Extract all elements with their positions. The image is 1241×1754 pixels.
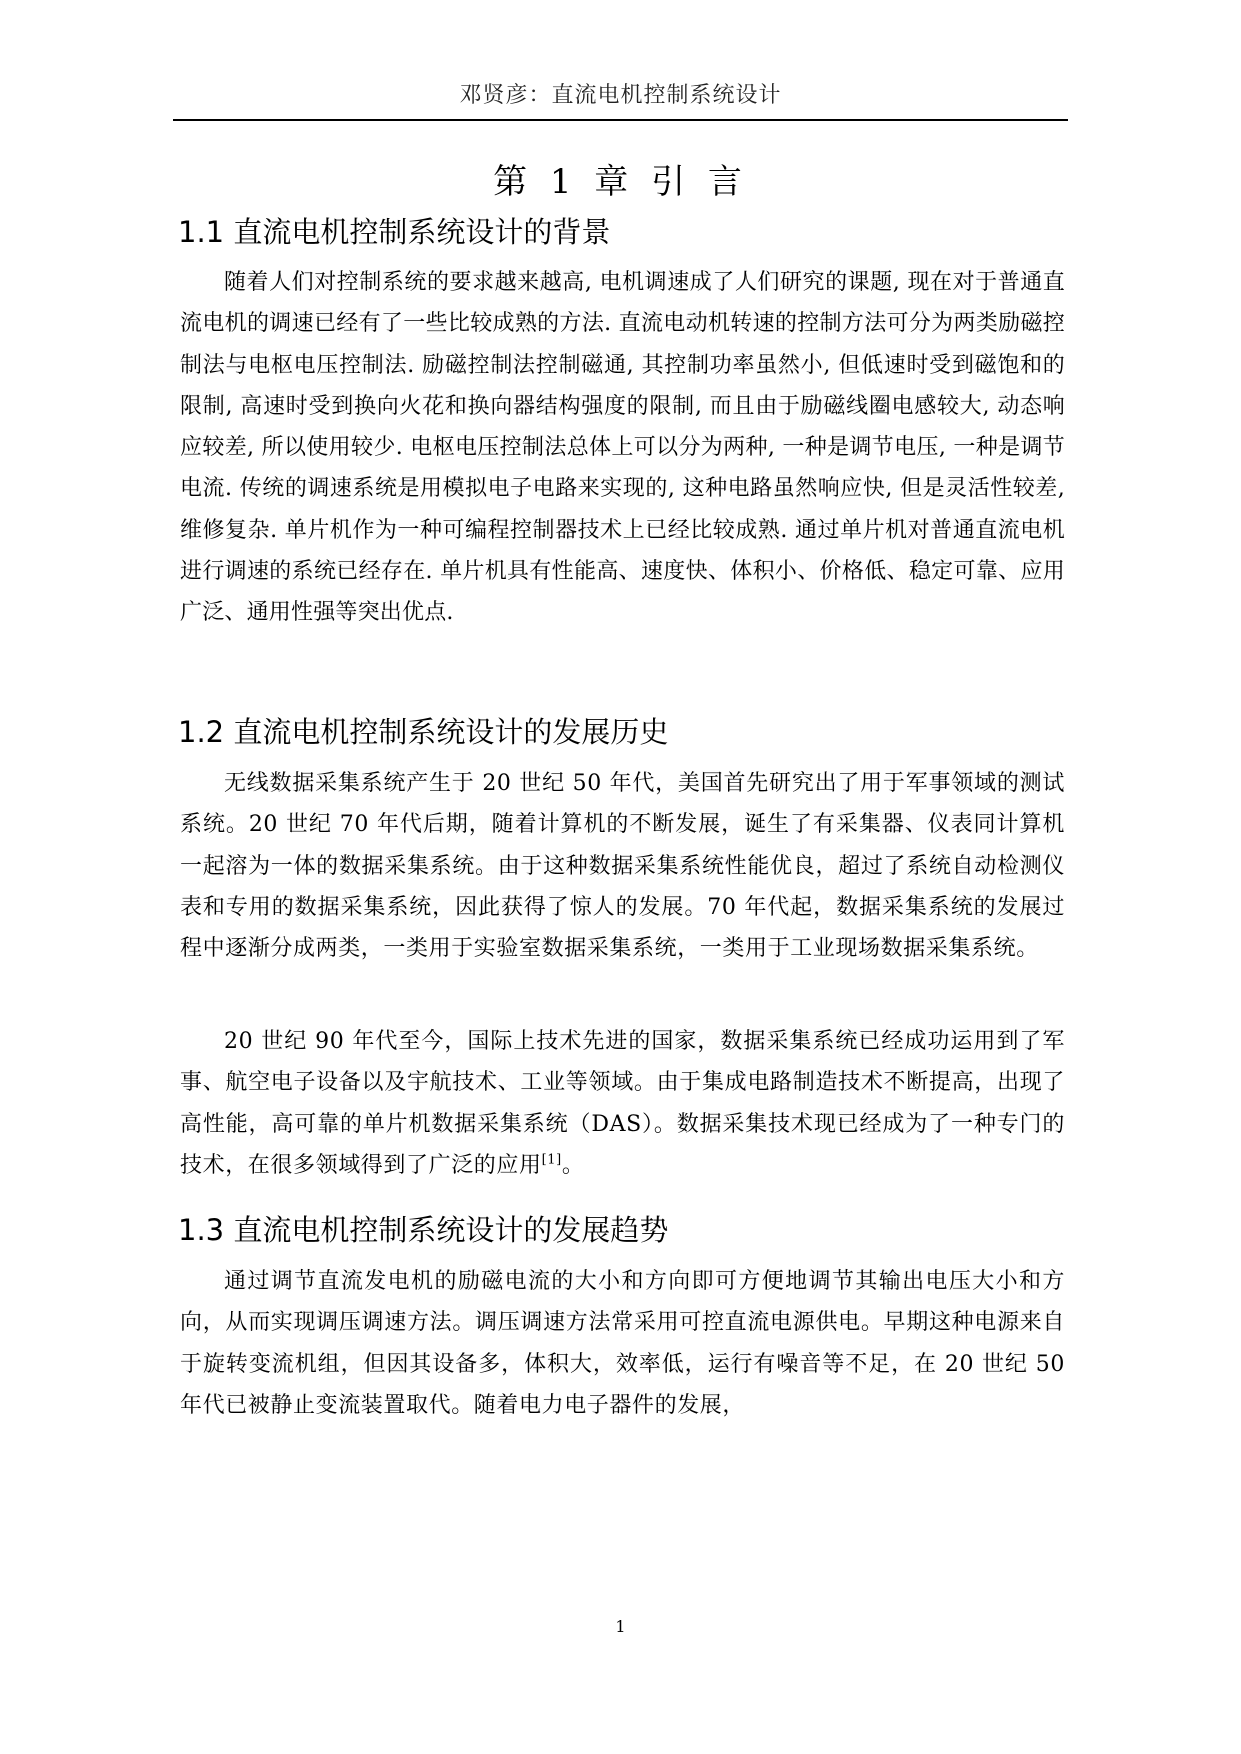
paragraph-tail: 。 xyxy=(561,1152,585,1178)
header-rule xyxy=(173,119,1068,121)
running-header: 邓贤彦：直流电机控制系统设计 xyxy=(459,83,782,108)
section-1-3-paragraph: 通过调节直流发电机的励磁电流的大小和方向即可方便地调节其输出电压大小和方向，从而实现调压调速方法。调压调速方法常采用可控直流电源供电。早期这种电源来自于旋转变流机组，但因其设备多，体积大，效率低，运行有噪音等不足，在 20 世纪 50 年代已被静止变流装置取代。随着电力电子器件的发展， xyxy=(180,1269,1065,1418)
citation-marker: [1] xyxy=(541,1152,562,1168)
page-number: 1 xyxy=(615,1617,626,1636)
section-1-2-paragraph-2 xyxy=(180,1021,1065,1186)
section-heading-1-3: 1.3 直流电机控制系统设计的发展趋势 xyxy=(178,1213,669,1247)
section-1-1-paragraph: 随着人们对控制系统的要求越来越高, 电机调速成了人们研究的课题, 现在对于普通直流电机的调速已经有了一些比较成熟的方法. 直流电动机转速的控制方法可分为两类励磁控制法与电枢电压控制法. 励磁控制法控制磁通, 其控制功率虽然小, 但低速时受到磁饱和的限制, 高速时受到换向火花和换向器结构强度的限制, 而且由于励磁线圈电感较大, 动态响应较差, 所以使用较少. 电枢电压控制法总体上可以分为两种, 一种是调节电压, 一种是调节电流. 传统的调速系统是用模拟电子电路来实现的, 这种电路虽然响应快, 但是灵活性较差, 维修复杂. 单片机作为一种可编程控制器技术上已经比较成熟. 通过单片机对普通直流电机进行调速的系统已经存在. 单片机具有性能高、速度快、体积小、价格低、稳定可靠、应用广泛、通用性强等突出优点. xyxy=(180,270,1065,626)
section-heading-1-1: 1.1 直流电机控制系统设计的背景 xyxy=(178,215,611,249)
paragraph-text: 20 世纪 90 年代至今，国际上技术先进的国家，数据采集系统已经成功运用到了军事、航空电子设备以及宇航技术、工业等领域。由于集成电路制造技术不断提高，出现了高性能，高可靠的单片机数据采集系统（DAS）。数据采集技术现已经成为了一种专门的技术，在很多领域得到了广泛的应用 xyxy=(180,1029,1065,1178)
chapter-title: 第 1 章 引 言 xyxy=(493,162,748,202)
section-heading-1-2: 1.2 直流电机控制系统设计的发展历史 xyxy=(178,715,669,749)
section-1-2-paragraph-1: 无线数据采集系统产生于 20 世纪 50 年代，美国首先研究出了用于军事领域的测试系统。20 世纪 70 年代后期，随着计算机的不断发展，诞生了有采集器、仪表同计算机一起溶为一体的数据采集系统。由于这种数据采集系统性能优良，超过了系统自动检测仪表和专用的数据采集系统，因此获得了惊人的发展。70 年代起，数据采集系统的发展过程中逐渐分成两类，一类用于实验室数据采集系统，一类用于工业现场数据采集系统。 xyxy=(180,771,1065,962)
